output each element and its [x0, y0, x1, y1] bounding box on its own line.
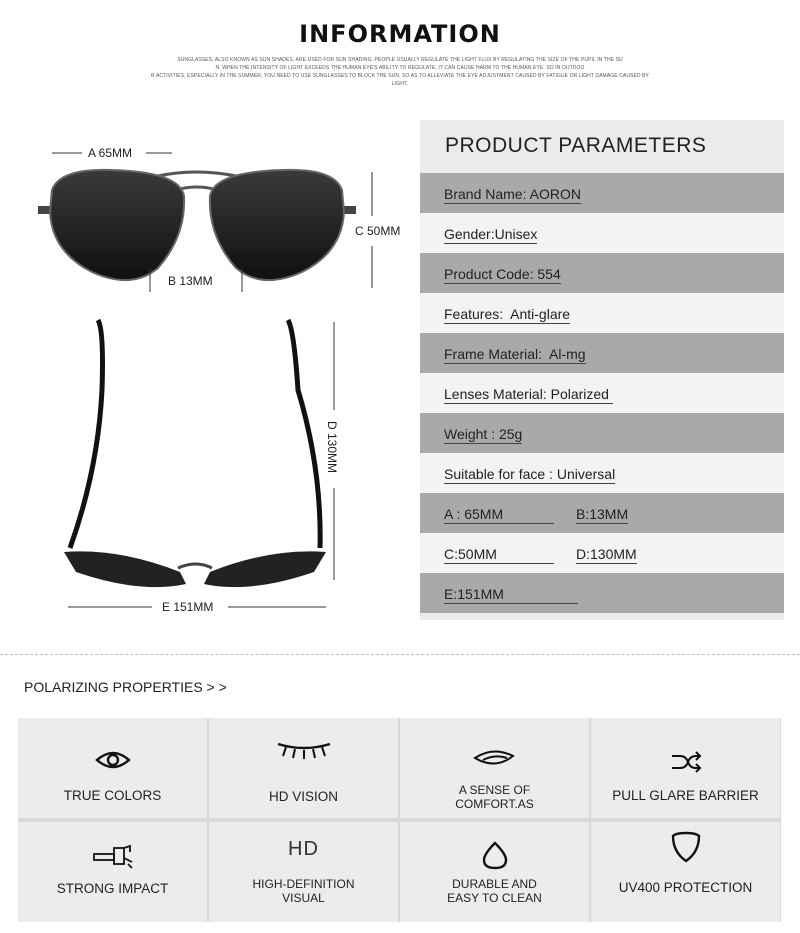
sunglasses-front-view [0, 0, 420, 640]
feature-durable [400, 822, 589, 922]
param-row [420, 413, 784, 453]
param-text: E:151MM [444, 586, 578, 604]
feature-uv400 [591, 822, 780, 922]
param-row [420, 493, 784, 533]
closed-eye-icon [473, 746, 517, 770]
param-text: Weight : 25g [444, 426, 523, 442]
feature-label: TRUE COLORS [63, 788, 162, 803]
feature-glare-barrier [591, 718, 780, 818]
feature-label-line-1: HIGH-DEFINITION [252, 877, 355, 891]
param-text: Frame Material: Al-mg [444, 346, 586, 362]
dimension-a-label: A 65MM [88, 146, 133, 160]
param-row [420, 373, 784, 413]
param-text-second: D:130MM [576, 546, 637, 562]
eye-icon [95, 748, 131, 772]
shuffle-icon [670, 750, 702, 774]
param-text: Features: Anti-glare [444, 306, 571, 322]
feature-label: PULL GLARE BARRIER [612, 788, 759, 803]
param-text: Suitable for face : Universal [444, 466, 616, 482]
feature-label-line-2: VISUAL [282, 891, 325, 905]
feature-label: UV400 PROTECTION [618, 880, 753, 895]
param-row [420, 213, 784, 253]
polarizing-section-label: POLARIZING PROPERTIES > > [24, 679, 227, 695]
param-row [420, 293, 784, 333]
param-row [420, 533, 784, 573]
dimension-d-label: D 130MM [325, 420, 340, 474]
param-text: Brand Name: AORON [444, 186, 581, 202]
param-text: C:50MM [444, 546, 554, 564]
intro-text-line-1: SUNGLASSES, ALSO KNOWN AS SUN SHADES, ARE USED FOR SUN SHADING. PEOPLE USUALLY REGULATE THE LIGHT FLUX BY REGULATING THE SIZE OF THE PUPIL IN THE SU [177, 57, 623, 63]
feature-label-line-2: COMFORT.AS [455, 797, 534, 811]
feature-true-colors [18, 718, 207, 818]
param-text: Gender:Unisex [444, 226, 538, 242]
eyelash-icon [276, 740, 332, 760]
feature-label: STRONG IMPACT [56, 881, 169, 896]
dimension-e-label: E 151MM [162, 600, 214, 614]
param-row [420, 173, 784, 213]
page-title: INFORMATION [299, 20, 501, 48]
intro-text-line-2: N, WHEN THE INTENSITY OF LIGHT EXCEEDS THE HUMAN EYE'S ABILITY TO REGULATE, IT CAN CAUSE HARM TO THE HUMAN EYE. SO IN OUTDOO [215, 65, 585, 71]
param-text-second: B:13MM [576, 506, 629, 522]
feature-strong-impact [18, 822, 207, 922]
section-divider [0, 654, 800, 655]
features-grid [18, 718, 781, 922]
product-parameters-panel [420, 120, 784, 620]
dimension-b-label: B 13MM [168, 274, 213, 288]
param-row [420, 333, 784, 373]
parameters-title: PRODUCT PARAMETERS [445, 134, 707, 157]
feature-label-line-2: EASY TO CLEAN [447, 891, 542, 905]
param-text: Lenses Material: Polarized [444, 386, 613, 402]
shield-icon [670, 830, 702, 864]
param-row [420, 253, 784, 293]
hd-icon: HD [288, 838, 319, 860]
hammer-icon [92, 844, 134, 870]
feature-comfort [400, 718, 589, 818]
feature-hd-visual [209, 822, 398, 922]
param-row [420, 453, 784, 493]
feature-label: HD VISION [268, 789, 338, 804]
feature-label-line-1: A SENSE OF [458, 783, 531, 797]
dimension-c-label: C 50MM [355, 224, 401, 238]
intro-text-line-3: R ACTIVITIES, ESPECIALLY IN THE SUMMER, YOU NEED TO USE SUNGLASSES TO BLOCK THE SUN, SO AS TO ALLEVIATE THE EYE ADJUSTMENT CAUSED BY FATIGUE OR LIGHT DAMAGE CAUSED BY LIGHT. [151, 73, 649, 87]
param-text: Product Code: 554 [444, 266, 561, 282]
feature-label-line-1: DURABLE AND [452, 877, 537, 891]
param-row [420, 573, 784, 613]
drop-icon [480, 840, 510, 870]
param-text: A : 65MM [444, 506, 554, 524]
feature-hd-vision [209, 718, 398, 818]
